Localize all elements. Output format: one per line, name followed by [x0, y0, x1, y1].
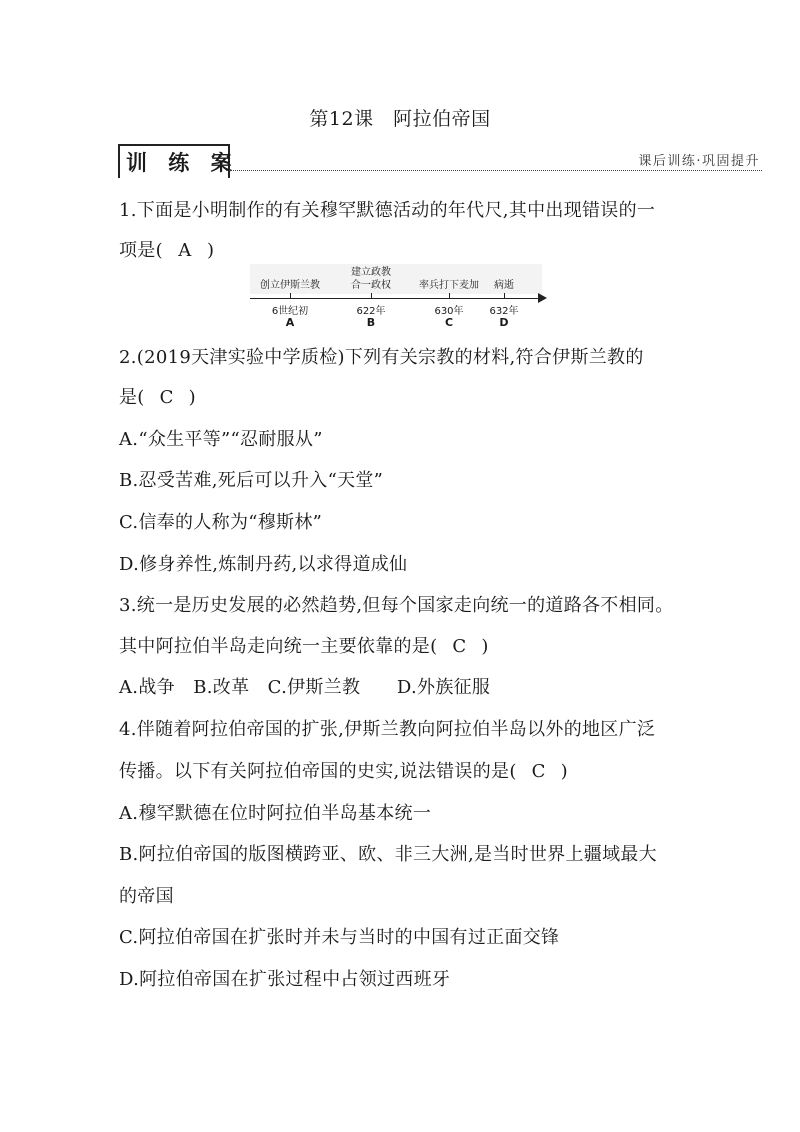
banner-subtitle: 课后训练·巩固提升: [638, 154, 760, 169]
banner-dotted-line: [226, 170, 762, 171]
q2-stem-line1: 2.(2019天津实验中学质检)下列有关宗教的材料,符合伊斯兰教的: [119, 347, 644, 368]
timeline-date: 622年: [356, 306, 386, 317]
q3-stem-line1: 3.统一是历史发展的必然趋势,但每个国家走向统一的道路各不相同。: [119, 595, 674, 616]
timeline-letter: C: [444, 316, 454, 329]
timeline-tick: [371, 293, 372, 299]
timeline-date: 630年: [434, 306, 464, 317]
q4-stem-line2: [119, 757, 568, 783]
q2-option-b: B.忍受苦难,死后可以升入“天堂”: [119, 470, 384, 491]
q4-stem-line1: 4.伴随着阿拉伯帝国的扩张,伊斯兰教向阿拉伯半岛以外的地区广泛: [119, 719, 656, 740]
q4-option-b: B.阿拉伯帝国的版图横跨亚、欧、非三大洲,是当时世界上疆域最大: [119, 844, 657, 865]
timeline-event-label: 建立政教 合一政权: [351, 267, 391, 291]
page-title: 第12课 阿拉伯帝国: [309, 108, 491, 130]
timeline-event-label: 病逝: [494, 280, 514, 291]
q4-option-d: D.阿拉伯帝国在扩张过程中占领过西班牙: [119, 969, 451, 990]
timeline-tick: [290, 293, 291, 299]
q1-stem-prefix: 项是(: [119, 240, 163, 261]
q2-stem-suffix: ): [188, 387, 196, 408]
q4-answer: C: [531, 761, 546, 782]
q1-stem-line1: 1.下面是小明制作的有关穆罕默德活动的年代尺,其中出现错误的一: [119, 200, 656, 221]
timeline-event-label: 率兵打下麦加: [419, 280, 479, 291]
timeline-event-label: 创立伊斯兰教: [260, 280, 320, 291]
q3-answer: C: [452, 636, 467, 657]
q2-answer: C: [159, 387, 174, 408]
timeline-date: 6世纪初: [271, 306, 309, 317]
q4-option-a: A.穆罕默德在位时阿拉伯半岛基本统一: [119, 803, 432, 824]
timeline-axis: [250, 298, 542, 299]
q2-option-a: A.“众生平等”“忍耐服从”: [119, 429, 323, 450]
q2-stem-prefix: 是(: [119, 387, 145, 408]
q1-answer: A: [178, 240, 192, 261]
q3-options: A.战争 B.改革 C.伊斯兰教 D.外族征服: [119, 677, 491, 698]
timeline-letter: A: [285, 316, 295, 329]
banner-label: 训 练 案: [126, 151, 239, 175]
timeline-date: 632年: [489, 306, 519, 317]
q1-stem-suffix: ): [206, 240, 215, 261]
q4-option-c: C.阿拉伯帝国在扩张时并未与当时的中国有过正面交锋: [119, 927, 560, 948]
timeline-tick: [504, 293, 505, 299]
q1-timeline: [250, 262, 550, 330]
q3-stem-prefix: 其中阿拉伯半岛走向统一主要依靠的是(: [119, 636, 438, 657]
q4-option-b-cont: 的帝国: [119, 886, 174, 907]
q4-stem-suffix: ): [560, 761, 568, 782]
q4-stem-prefix: 传播。以下有关阿拉伯帝国的史实,说法错误的是(: [119, 761, 517, 782]
q2-option-c: C.信奉的人称为“穆斯林”: [119, 512, 323, 533]
q3-stem-suffix: ): [481, 636, 489, 657]
q3-stem-line2: [119, 632, 489, 658]
timeline-letter: D: [499, 316, 509, 329]
q1-stem-line2: [119, 236, 214, 262]
q2-option-d: D.修身养性,炼制丹药,以求得道成仙: [119, 554, 408, 575]
timeline-tick: [449, 293, 450, 299]
q2-stem-line2: [119, 383, 196, 409]
timeline-arrow-icon: [538, 293, 547, 303]
section-banner: [118, 144, 764, 178]
timeline-letter: B: [366, 316, 376, 329]
